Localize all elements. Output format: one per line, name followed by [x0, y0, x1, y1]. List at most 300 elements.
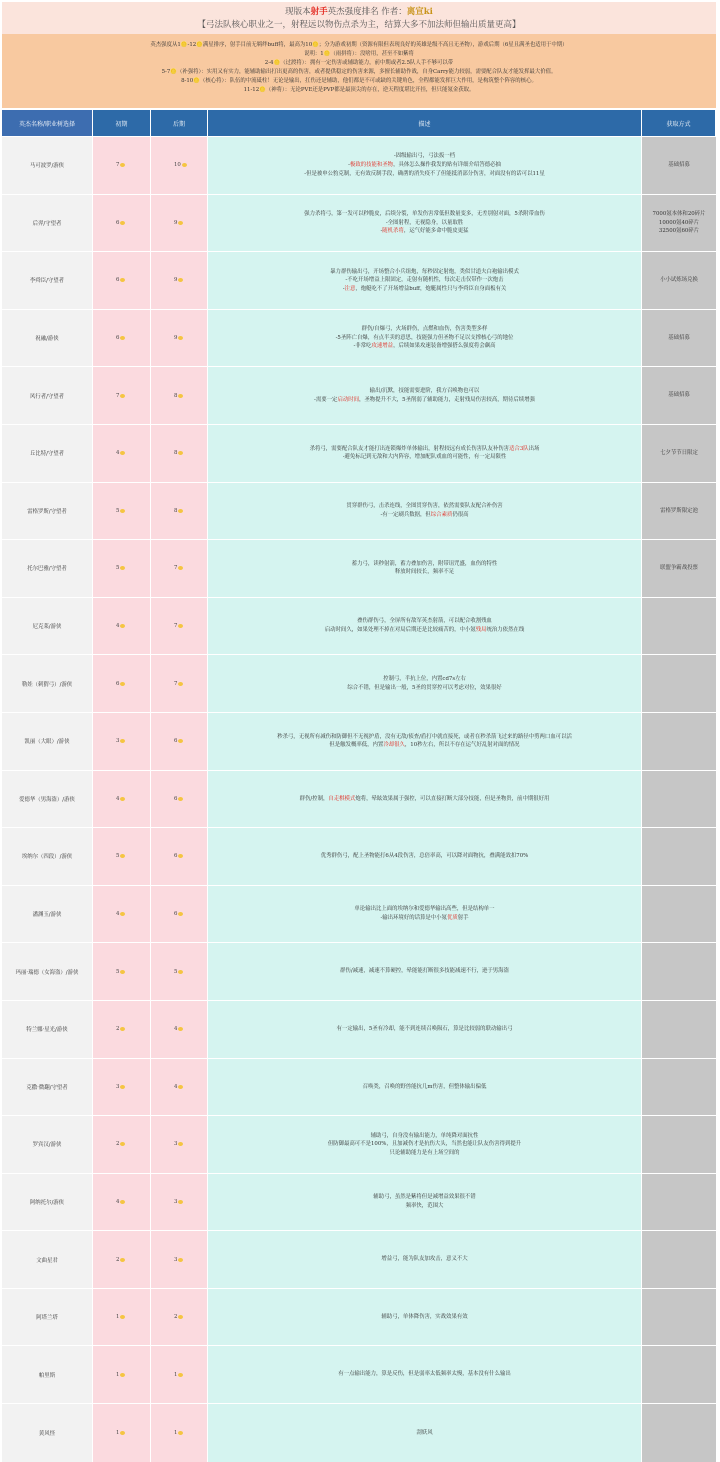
- gold-coin-icon: [178, 1315, 183, 1319]
- description-line: [325, 626, 525, 635]
- hero-name: 玛丽·瑞德（女海盗）/游侠: [2, 943, 93, 1000]
- early-score-value: 5: [116, 968, 120, 975]
- table-row: [2, 886, 716, 944]
- description-line: [330, 285, 519, 294]
- hero-name: 阿纳托尔/游侠: [2, 1174, 93, 1231]
- gold-coin-icon: [120, 1315, 125, 1319]
- hero-name: 黄风怪: [2, 1404, 93, 1462]
- gold-coin-icon: [120, 1373, 125, 1377]
- gold-coin-icon: [178, 1085, 183, 1089]
- hero-name: 托尔巴雅/守望者: [2, 540, 93, 597]
- gold-coin-icon: [120, 1200, 125, 1204]
- table-row: [2, 425, 716, 483]
- acquisition-method: [642, 828, 716, 885]
- description-line: [416, 1429, 432, 1438]
- early-score: [93, 771, 151, 828]
- table-body: [2, 137, 716, 1462]
- description-text: ，后续如果攻速装备增强搭么强度将会飙高: [393, 343, 496, 350]
- early-score-value: 2: [116, 1141, 120, 1148]
- hero-name: 特兰娜·星光/游侠: [2, 1001, 93, 1058]
- table-row: [2, 943, 716, 1001]
- early-score-value: 5: [116, 565, 120, 572]
- description-text: 蓄力弓，读秒射箭，蓄力叠加伤害，附带诅咒盛，血伤的特性: [351, 560, 498, 567]
- acquisition-line: 雷格罗斯限定池: [660, 507, 698, 514]
- gold-coin-icon: [178, 394, 183, 398]
- description-text: -需要一定: [314, 396, 338, 403]
- description-text: 有一定输出，5圣有冷却，能不到连续召唤陨石，算是比较弱的联动输出弓: [336, 1025, 513, 1032]
- description-text: 暴力群伤输出弓，开场整合小兵组炮，每秒固定射炮，类似甘道夫白袍输出模式: [330, 268, 519, 275]
- acquisition-line: 联盟争霸战投票: [660, 565, 698, 572]
- description-line: [304, 161, 544, 170]
- late-score: [151, 483, 208, 540]
- early-score-value: 4: [116, 795, 120, 802]
- description-line: [354, 914, 494, 923]
- gold-coin-icon: [120, 394, 125, 398]
- acquisition-method: [642, 1289, 716, 1346]
- description-line: [336, 342, 514, 351]
- hero-name: 文曲星君: [2, 1231, 93, 1288]
- gold-coin-icon: [178, 509, 183, 513]
- hero-description: [208, 655, 642, 712]
- acquisition-method: [642, 195, 716, 252]
- early-score: [93, 1001, 151, 1058]
- description-text: ，具体怎么操作我发的贴有详细介绍答德必抽: [393, 162, 501, 168]
- description-text: -: [380, 228, 383, 235]
- early-score-value: 4: [116, 450, 120, 457]
- description-line: [352, 560, 498, 569]
- early-score: [93, 483, 151, 540]
- gold-coin-icon: [120, 278, 125, 282]
- table-row: [2, 828, 716, 886]
- early-score-value: 1: [116, 1429, 120, 1436]
- description-line: [346, 502, 502, 511]
- gold-coin-icon: [120, 163, 125, 167]
- hero-description: [208, 1174, 642, 1231]
- description-line: [304, 152, 544, 161]
- acquisition-method: [642, 425, 716, 482]
- late-score-value: 7: [174, 565, 178, 572]
- gold-coin-icon: [120, 1142, 125, 1146]
- hero-name: 李舜臣/守望者: [2, 252, 93, 309]
- table-row: [2, 1059, 716, 1117]
- description-line: [328, 1149, 521, 1158]
- description-line: [277, 733, 572, 742]
- acquisition-line: 基础招募: [668, 162, 690, 168]
- description-line: [328, 1132, 521, 1141]
- description-line: [330, 268, 519, 277]
- description-line: [347, 675, 501, 684]
- gold-coin-icon: [120, 1431, 125, 1435]
- acquisition-method: [642, 367, 716, 424]
- rating-notes: [2, 34, 716, 108]
- gold-coin-icon: [182, 163, 187, 167]
- late-score-value: 8: [174, 507, 178, 514]
- description-text: -固级输出弓，弓法扳一档: [393, 153, 456, 160]
- table-header: [2, 110, 716, 136]
- early-score-value: 2: [116, 1256, 120, 1263]
- late-score-value: 5: [174, 968, 178, 975]
- acquisition-method: [642, 1346, 716, 1403]
- acquisition-line: 小小试炼场兑换: [660, 277, 698, 284]
- late-score: [151, 1231, 208, 1288]
- early-score: [93, 1174, 151, 1231]
- description-text: -有一定刷兵数据，但: [380, 511, 431, 518]
- late-score-value: 3: [174, 1141, 178, 1148]
- table-row: [2, 1116, 716, 1174]
- table-row: [2, 1174, 716, 1232]
- highlight-text: 适合3队: [509, 445, 529, 452]
- table-row: [2, 540, 716, 598]
- description-text: -: [348, 162, 350, 168]
- acquisition-method: [642, 1404, 716, 1462]
- early-score: [93, 425, 151, 482]
- late-score-value: 8: [174, 450, 178, 457]
- acquisition-line: 基础招募: [668, 392, 690, 399]
- gold-coin-icon: [178, 739, 183, 743]
- early-score: [93, 1231, 151, 1288]
- title-prefix: 现版本: [285, 7, 311, 17]
- acquisition-method: [642, 655, 716, 712]
- highlight-text: 启动时间: [337, 396, 360, 403]
- late-score-value: 7: [174, 680, 178, 687]
- table-row: [2, 1231, 716, 1289]
- acquisition-method: [642, 713, 716, 770]
- late-score: [151, 367, 208, 424]
- table-row: [2, 655, 716, 713]
- column-header-name: 英杰名称/职业树选择: [2, 110, 93, 136]
- early-score-value: 2: [116, 1026, 120, 1033]
- early-score-value: 4: [116, 623, 120, 630]
- late-score-value: 3: [174, 1256, 178, 1263]
- late-score: [151, 655, 208, 712]
- early-score: [93, 310, 151, 367]
- description-line: [314, 387, 535, 396]
- table-row: [2, 598, 716, 656]
- late-score-value: 6: [174, 738, 178, 745]
- description-line: [352, 568, 498, 577]
- late-score-value: 4: [174, 1026, 178, 1033]
- acquisition-line: 基础招募: [668, 334, 690, 341]
- hero-name: 帕里斯: [2, 1346, 93, 1403]
- table-row: [2, 483, 716, 541]
- gold-coin-icon: [178, 624, 183, 628]
- description-line: [381, 1313, 467, 1322]
- hero-name: 风行者/守望者: [2, 367, 93, 424]
- gold-coin-icon: [120, 566, 125, 570]
- highlight-text: 自走棋模式: [328, 795, 356, 802]
- late-score: [151, 1346, 208, 1403]
- early-score: [93, 1346, 151, 1403]
- gold-coin-icon: [120, 509, 125, 513]
- title-role: 射手: [310, 7, 328, 17]
- gold-coin-icon: [120, 797, 125, 801]
- late-score: [151, 1174, 208, 1231]
- hero-name: 丘比特/守望者: [2, 425, 93, 482]
- early-score: [93, 1116, 151, 1173]
- column-header-late: 后期: [151, 110, 208, 136]
- hero-name: 潘渊玉/游侠: [2, 886, 93, 943]
- early-score-value: 7: [116, 162, 120, 169]
- hero-description: [208, 1059, 642, 1116]
- late-score: [151, 137, 208, 194]
- early-score-value: 3: [116, 738, 120, 745]
- hero-name: 阿塔兰塔: [2, 1289, 93, 1346]
- acquisition-method: [642, 483, 716, 540]
- hero-name: 后羿/守望者: [2, 195, 93, 252]
- description-line: [328, 1140, 521, 1149]
- hero-description: [208, 943, 642, 1000]
- table-row: [2, 252, 716, 310]
- hero-description: [208, 367, 642, 424]
- early-score: [93, 1404, 151, 1462]
- description-line: [325, 617, 525, 626]
- description-line: [338, 1370, 511, 1379]
- description-text: ，炮艇吃不了开场增益buff，炮艇属性只与李舜臣自身面板有关: [355, 285, 507, 292]
- description-text: ，运气好能多命中脆皮更猛: [403, 228, 469, 235]
- note-line: 2-4🪙（过渡将）：拥有一定伤害或辅助能力，前中期或者2.5队人手不够可以带: [264, 60, 454, 66]
- late-score-value: 9: [174, 335, 178, 342]
- table-row: [2, 1289, 716, 1347]
- gold-coin-icon: [178, 912, 183, 916]
- late-score: [151, 1059, 208, 1116]
- hero-name: 雷格罗斯/守望者: [2, 483, 93, 540]
- table-row: [2, 1404, 716, 1462]
- description-text: -全图射程，无视隐身，以量取胜: [385, 219, 464, 226]
- note-line: 英杰强度从1🪙-12🪙满星排序，射手目前无羁绊buff将，最高为10🪙；分为游戏初期（资源有限但表现良好的英雄是级不高且无圣物），游戏后期（6星且满圣也适用于中期）: [150, 42, 568, 48]
- description-text: -5圣阵亡自爆，有点半卖的意思，技能强力但圣物不足以支撑核心弓的地位: [335, 334, 514, 341]
- acquisition-method: [642, 1174, 716, 1231]
- table-row: [2, 310, 716, 368]
- description-text: ，圣物提升不大，5圣削弱了辅助能力，走射残局伤害较高，期待后续增强: [359, 396, 535, 403]
- early-score-value: 6: [116, 277, 120, 284]
- early-score-value: 4: [116, 911, 120, 918]
- description-text: 出场: [528, 445, 540, 452]
- gold-coin-icon: [178, 336, 183, 340]
- hero-name: 爱德华（男海盗）/游侠: [2, 771, 93, 828]
- description-text: 释放时间较长，频率不足: [394, 569, 455, 576]
- hero-description: [208, 828, 642, 885]
- description-text: 统治力依然在线: [486, 627, 525, 634]
- late-score: [151, 425, 208, 482]
- late-score-value: 1: [174, 1429, 178, 1436]
- early-score-value: 6: [116, 680, 120, 687]
- acquisition-method: [642, 886, 716, 943]
- description-text: -非常吃: [353, 343, 372, 350]
- table-row: [2, 771, 716, 829]
- description-text: 启动时间久，如果处理不掉在对局后期还是比较痛苦的，中小氪: [324, 627, 476, 634]
- gold-coin-icon: [120, 739, 125, 743]
- late-score-value: 4: [174, 1083, 178, 1090]
- early-score: [93, 540, 151, 597]
- early-score: [93, 598, 151, 655]
- hero-description: [208, 1346, 642, 1403]
- hero-description: [208, 771, 642, 828]
- description-line: [304, 170, 544, 179]
- description-line: [373, 1193, 475, 1202]
- description-text: 炮将，晕眩效果属于强控，可以直接打断大部分技能，但是圣物贵，前中期很好用: [355, 795, 550, 802]
- gold-coin-icon: [120, 1027, 125, 1031]
- acquisition-method: [642, 1001, 716, 1058]
- gold-coin-icon: [120, 451, 125, 455]
- early-score: [93, 1289, 151, 1346]
- hero-description: [208, 252, 642, 309]
- gold-coin-icon: [178, 451, 183, 455]
- hero-name: 勒娃（刺猬弓）/游侠: [2, 655, 93, 712]
- author-name: 离宣ki: [406, 7, 433, 17]
- gold-coin-icon: [178, 854, 183, 858]
- late-score: [151, 1404, 208, 1462]
- acquisition-method: [642, 1059, 716, 1116]
- late-score-value: 1: [174, 1371, 178, 1378]
- acquisition-method: [642, 540, 716, 597]
- description-line: [337, 1025, 513, 1034]
- late-score-value: 9: [174, 219, 178, 226]
- description-text: 群伤/自爆弓，火场群伤，点燃和血伤，伤害类型多样: [361, 326, 488, 333]
- description-line: [373, 1202, 475, 1211]
- late-score: [151, 598, 208, 655]
- highlight-text: 攻速增益: [371, 343, 394, 350]
- acquisition-method: [642, 598, 716, 655]
- description-line: [300, 795, 550, 804]
- acquisition-method: [642, 943, 716, 1000]
- description-line: [310, 445, 540, 454]
- column-header-desc: 描述: [208, 110, 642, 136]
- early-score: [93, 713, 151, 770]
- late-score: [151, 310, 208, 367]
- description-line: [321, 852, 529, 861]
- description-line: [304, 219, 545, 228]
- early-score: [93, 828, 151, 885]
- description-line: [304, 227, 545, 236]
- acquisition-method: [642, 252, 716, 309]
- description-text: 射手: [457, 915, 469, 922]
- acquisition-method: [642, 771, 716, 828]
- description-line: [277, 741, 572, 750]
- gold-coin-icon: [178, 1027, 183, 1031]
- highlight-text: 极致的技能和圣物: [349, 162, 394, 168]
- gold-coin-icon: [178, 221, 183, 225]
- early-score: [93, 367, 151, 424]
- hero-description: [208, 137, 642, 194]
- hero-description: [208, 713, 642, 770]
- description-line: [330, 276, 519, 285]
- description-text: -避免标记到无敌和大内阵容，增加配队戏血的可能性，有一定局限性: [342, 454, 507, 461]
- description-text: -不吃开场增益上限固定，走射有随机性，每次走击仅带作一次炮击: [345, 277, 504, 284]
- description-text: -输出环境好的话算是中小氪: [380, 915, 447, 922]
- early-score-value: 5: [116, 507, 120, 514]
- gold-coin-icon: [120, 854, 125, 858]
- description-text: 群伤/控制，: [299, 795, 329, 802]
- description-text: 刮妖风: [416, 1429, 433, 1436]
- note-line: 说明：1🪙（雨拼将）：没啥用，甚至不如紫将: [304, 51, 414, 57]
- early-score-value: 6: [116, 335, 120, 342]
- early-score-value: 4: [116, 1198, 120, 1205]
- note-line: 5-7🪙（补强将）：实用又有实力，能辅助输出打出更高的伤害，或者提供稳定的伤害来源，多擅长辅助作战，自身Carry能力较弱，需要配合队友才能发挥最大价值。: [161, 69, 557, 75]
- hero-description: [208, 483, 642, 540]
- description-line: [354, 905, 494, 914]
- highlight-text: 优质: [446, 915, 458, 922]
- highlight-text: 冷却很久: [383, 742, 405, 749]
- gold-coin-icon: [120, 1085, 125, 1089]
- description-text: 频率快，范围大: [405, 1202, 444, 1209]
- note-line: 8-10🪙（核心将）：队伍的中流砥柱！无论是输出，扛伤还是辅助，他们都是不可或缺的关键角色，全程都能发挥巨大作用，是构筑整个阵容的核心。: [181, 78, 537, 84]
- description-line: [381, 1255, 467, 1264]
- hero-description: [208, 1289, 642, 1346]
- early-score: [93, 137, 151, 194]
- hero-name: 尼克莱/游侠: [2, 598, 93, 655]
- note-line: 11-12🪙（神将）：无论PVE还是PVP都是最顶尖的存在，逆天程度堪比开挂，但只能氪金获取。: [243, 87, 475, 93]
- description-text: 单论输出比上面的埃纳尔和爱德华输出高些，但是结构单一: [354, 906, 495, 913]
- description-text: 有一点输出能力，算是反伤，但是弱率太低频率太慢，基本没有什么输出: [338, 1371, 511, 1378]
- late-score: [151, 886, 208, 943]
- gold-coin-icon: [178, 970, 183, 974]
- description-line: [310, 453, 540, 462]
- description-line: [346, 511, 502, 520]
- description-text: 优秀群伤弓，配上圣物能打6从4段伤害，总倍率高，可以降对面物抗，叠满能效扣70%: [320, 853, 529, 860]
- early-score: [93, 655, 151, 712]
- hero-description: [208, 540, 642, 597]
- table-row: [2, 1346, 716, 1404]
- description-line: [336, 325, 514, 334]
- hero-name: 凯丽（大眼）/游侠: [2, 713, 93, 770]
- gold-coin-icon: [120, 912, 125, 916]
- gold-coin-icon: [178, 797, 183, 801]
- description-line: [314, 396, 535, 405]
- late-score-value: 10: [174, 162, 181, 169]
- column-header-early: 初期: [93, 110, 151, 136]
- description-text: 辅助弓，虽然是紫将但是减增益效果很不错: [373, 1194, 476, 1201]
- late-score-value: 6: [174, 911, 178, 918]
- description-line: [340, 967, 509, 976]
- gold-coin-icon: [120, 682, 125, 686]
- highlight-text: 残局: [475, 627, 487, 634]
- column-header-source: 获取方式: [642, 110, 716, 136]
- gold-coin-icon: [120, 970, 125, 974]
- description-text: 秒杀弓，无视所有减伤和防御但不无视护盾，没有无敌/侦查/盾打中就直接死，或者在秒杀箭飞过来的路径中剪两口血可以活: [277, 733, 572, 740]
- late-score-value: 7: [174, 623, 178, 630]
- early-score-value: 1: [116, 1314, 120, 1321]
- description-text: 控制弓，半抗上位，内置cd7s左右: [383, 676, 466, 683]
- description-line: [304, 210, 545, 219]
- description-text: 但是触发概率低，内置: [329, 742, 384, 749]
- description-text: 综合不错，但是输出一般，5圣的贯穿控可以考虑对位，效果很好: [347, 684, 502, 691]
- description-text: 但防御最高可不是100%，且加减伤才是抗伤大头，当然也能让队友伤害得到提升: [327, 1141, 522, 1148]
- hero-description: [208, 310, 642, 367]
- gold-coin-icon: [178, 278, 183, 282]
- late-score: [151, 1289, 208, 1346]
- late-score: [151, 1001, 208, 1058]
- hero-description: [208, 1001, 642, 1058]
- late-score: [151, 252, 208, 309]
- early-score-value: 7: [116, 392, 120, 399]
- hero-name: 祝融/游侠: [2, 310, 93, 367]
- description-text: ，10秒左右，所以不存在运气好乱射对面的情况: [404, 742, 520, 749]
- gold-coin-icon: [178, 1142, 183, 1146]
- late-score: [151, 540, 208, 597]
- description-text: 输出/沉默，技能需要进阶，我方召唤物也可以: [369, 388, 480, 395]
- description-text: 仍很高: [452, 511, 469, 518]
- description-line: [336, 334, 514, 343]
- description-text: -: [342, 285, 345, 292]
- description-line: [347, 684, 501, 693]
- acquisition-line: 10000氪40碎片: [658, 219, 700, 226]
- hero-name: 马可波罗/游侠: [2, 137, 93, 194]
- acquisition-method: [642, 137, 716, 194]
- late-score-value: 8: [174, 392, 178, 399]
- description-text: 叠伤群伤弓，全屏所有敌军英杰射箭，可以配合收割残血: [357, 618, 492, 625]
- early-score-value: 6: [116, 219, 120, 226]
- hero-description: [208, 1116, 642, 1173]
